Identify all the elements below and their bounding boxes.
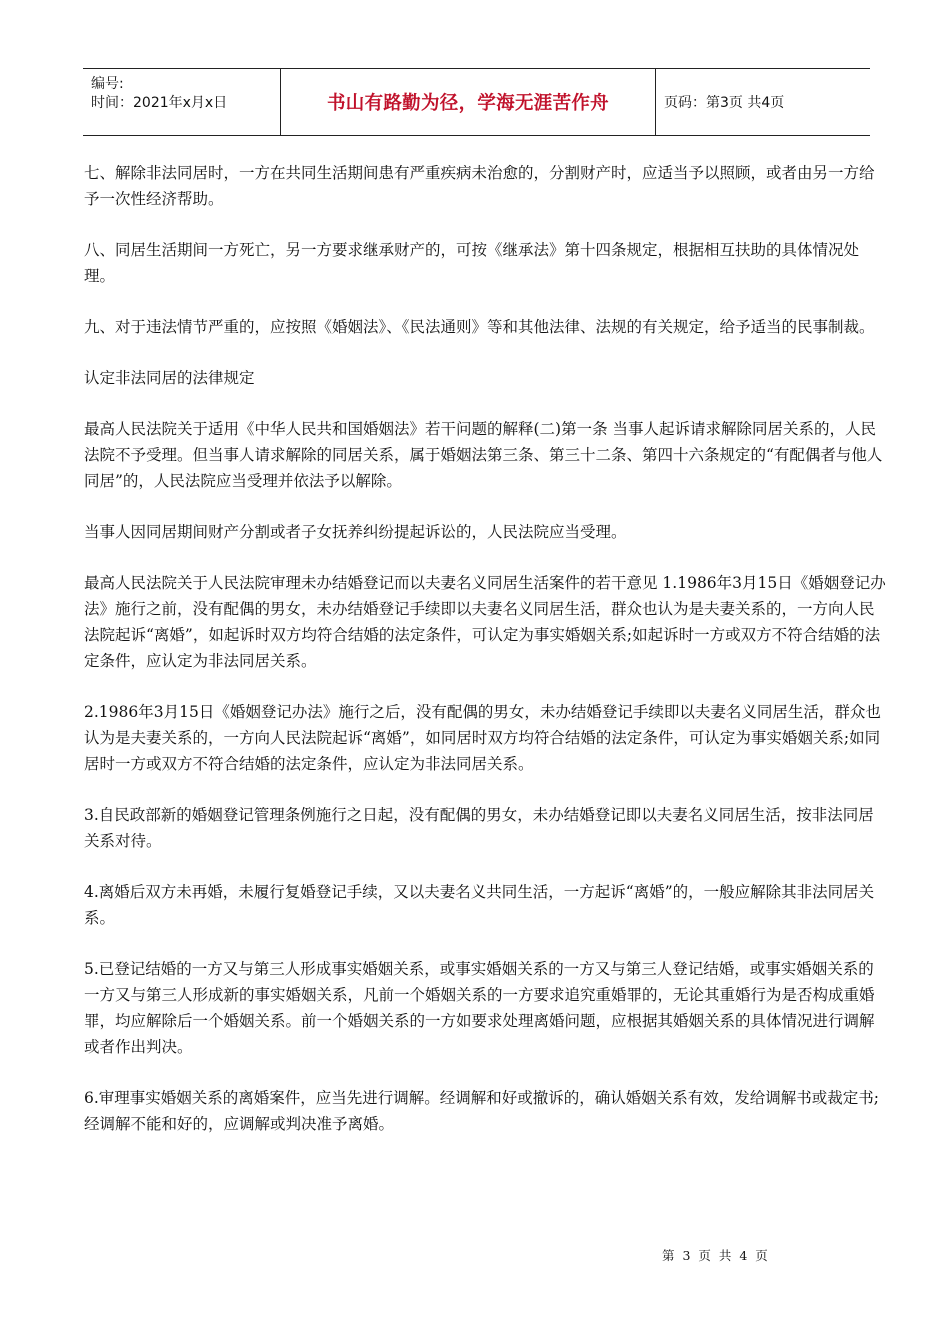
paragraph: 最高人民法院关于人民法院审理未办结婚登记而以夫妻名义同居生活案件的若干意见 1.1986年3月15日《婚姻登记办法》施行之前，没有配偶的男女，未办结婚登记手续即以夫妻名义同居生活，群众也认为是夫妻关系的，一方向人民法院起诉“离婚”，如起诉时双方均符合结婚的法定条件，可认定为事实婚姻关系;如起诉时一方或双方不符合结婚的法定条件，应认定为非法同居关系。 (84, 574, 886, 670)
paragraph: 3.自民政部新的婚姻登记管理条例施行之日起，没有配偶的男女，未办结婚登记即以夫妻名义同居生活，按非法同居关系对待。 (84, 806, 874, 850)
page-footer: 第 3 页 共 4 页 (662, 1248, 770, 1263)
paragraph: 6.审理事实婚姻关系的离婚案件，应当先进行调解。经调解和好或撤诉的，确认婚姻关系有效，发给调解书或裁定书;经调解不能和好的，应调解或判决准予离婚。 (84, 1089, 880, 1133)
paragraph: 2.1986年3月15日《婚姻登记办法》施行之后，没有配偶的男女，未办结婚登记手续即以夫妻名义同居生活，群众也认为是夫妻关系的，一方向人民法院起诉“离婚”，如同居时双方均符合结婚的法定条件，可认定为事实婚姻关系;如同居时一方或双方不符合结婚的法定条件，应认定为非法同居关系。 (84, 703, 881, 773)
header-table (83, 68, 870, 136)
paragraph: 七、解除非法同居时，一方在共同生活期间患有严重疾病未治愈的，分割财产时，应适当予以照顾，或者由另一方给予一次性经济帮助。 (84, 164, 875, 208)
paragraph: 4.离婚后双方未再婚，未履行复婚登记手续，又以夫妻名义共同生活，一方起诉“离婚”的，一般应解除其非法同居关系。 (84, 883, 875, 927)
paragraph: 当事人因同居期间财产分割或者子女抚养纠纷提起诉讼的，人民法院应当受理。 (84, 523, 627, 541)
motto-text: 书山有路勤为径，学海无涯苦作舟 (326, 93, 609, 114)
header-meta-cell (83, 69, 281, 135)
paragraph: 八、同居生活期间一方死亡，另一方要求继承财产的，可按《继承法》第十四条规定，根据相互扶助的具体情况处理。 (84, 241, 860, 285)
section-heading: 认定非法同居的法律规定 (84, 369, 255, 387)
header-motto-cell (281, 69, 656, 135)
time-label: 时间：2021年x月x日 (91, 95, 228, 111)
number-label: 编号: (91, 76, 124, 92)
paragraph: 九、对于违法情节严重的，应按照《婚姻法》、《民法通则》等和其他法律、法规的有关规定，给予适当的民事制裁。 (84, 318, 875, 336)
document-body (84, 160, 888, 1162)
paragraph: 5.已登记结婚的一方又与第三人形成事实婚姻关系，或事实婚姻关系的一方又与第三人登记结婚，或事实婚姻关系的一方又与第三人形成新的事实婚姻关系，凡前一个婚姻关系的一方要求追究重婚罪的，无论其重婚行为是否构成重婚罪，均应解除后一个婚姻关系。前一个婚姻关系的一方如要求处理离婚问题，应根据其婚姻关系的具体情况进行调解或者作出判决。 (84, 960, 875, 1056)
paragraph: 最高人民法院关于适用《中华人民共和国婚姻法》若干问题的解释(二)第一条 当事人起诉请求解除同居关系的，人民法院不予受理。但当事人请求解除的同居关系，属于婚姻法第三条、第三十二条、第四十六条规定的“有配偶者与他人同居”的，人民法院应当受理并依法予以解除。 (84, 420, 883, 490)
header-page-cell (656, 69, 870, 135)
page-info: 页码：第3页 共4页 (664, 95, 785, 111)
